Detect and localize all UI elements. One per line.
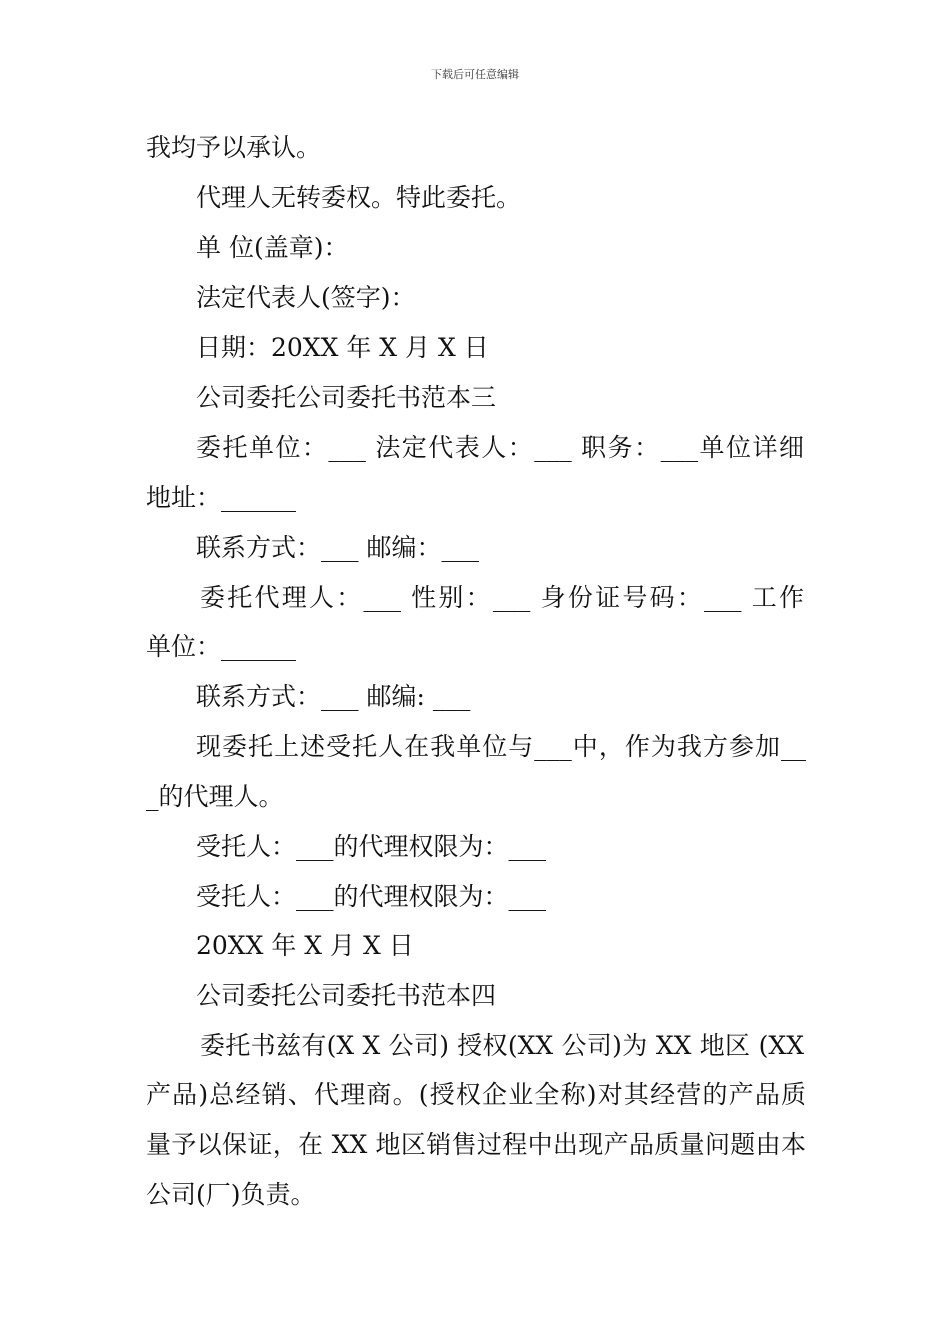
text-line: 委托单位：___ 法定代表人：___ 职务：___单位详细 xyxy=(196,433,804,462)
text-line: 代理人无转委权。特此委托。 xyxy=(196,183,522,212)
text-line: 受托人：___的代理权限为：___ xyxy=(196,832,547,861)
text-line: 委托书兹有(X X 公司) 授权(XX 公司)为 XX 地区 (XX xyxy=(200,1031,804,1060)
text-line: _的代理人。 xyxy=(146,782,284,811)
text-line: 受托人：___的代理权限为：___ xyxy=(196,882,547,911)
text-line: 现委托上述受托人在我单位与___中，作为我方参加__ xyxy=(196,732,806,761)
text-line: 量予以保证，在 XX 地区销售过程中出现产品质量问题由本 xyxy=(146,1130,806,1159)
text-line: 单位：______ xyxy=(146,632,297,661)
text-line: 联系方式：___ 邮编: ___ xyxy=(196,682,471,711)
page-header-note: 下载后可任意编辑 xyxy=(431,68,519,81)
section-heading: 公司委托公司委托书范本四 xyxy=(196,981,497,1010)
text-line: 法定代表人(签字)： xyxy=(196,283,416,312)
section-heading: 公司委托公司委托书范本三 xyxy=(196,383,497,412)
text-line: 公司(厂)负责。 xyxy=(146,1180,316,1209)
text-line: 地址：______ xyxy=(146,483,297,512)
text-line: 委托代理人：___ 性别：___ 身份证号码：___ 工作 xyxy=(200,583,804,612)
text-line: 日期：20XX 年 X 月 X 日 xyxy=(196,333,489,362)
text-line: 联系方式：___ 邮编：___ xyxy=(196,533,479,562)
text-line: 产品)总经销、代理商。(授权企业全称)对其经营的产品质 xyxy=(146,1080,806,1109)
text-line: 单 位(盖章)： xyxy=(196,233,349,262)
text-line: 20XX 年 X 月 X 日 xyxy=(196,931,414,960)
text-line: 我均予以承认。 xyxy=(146,133,322,162)
